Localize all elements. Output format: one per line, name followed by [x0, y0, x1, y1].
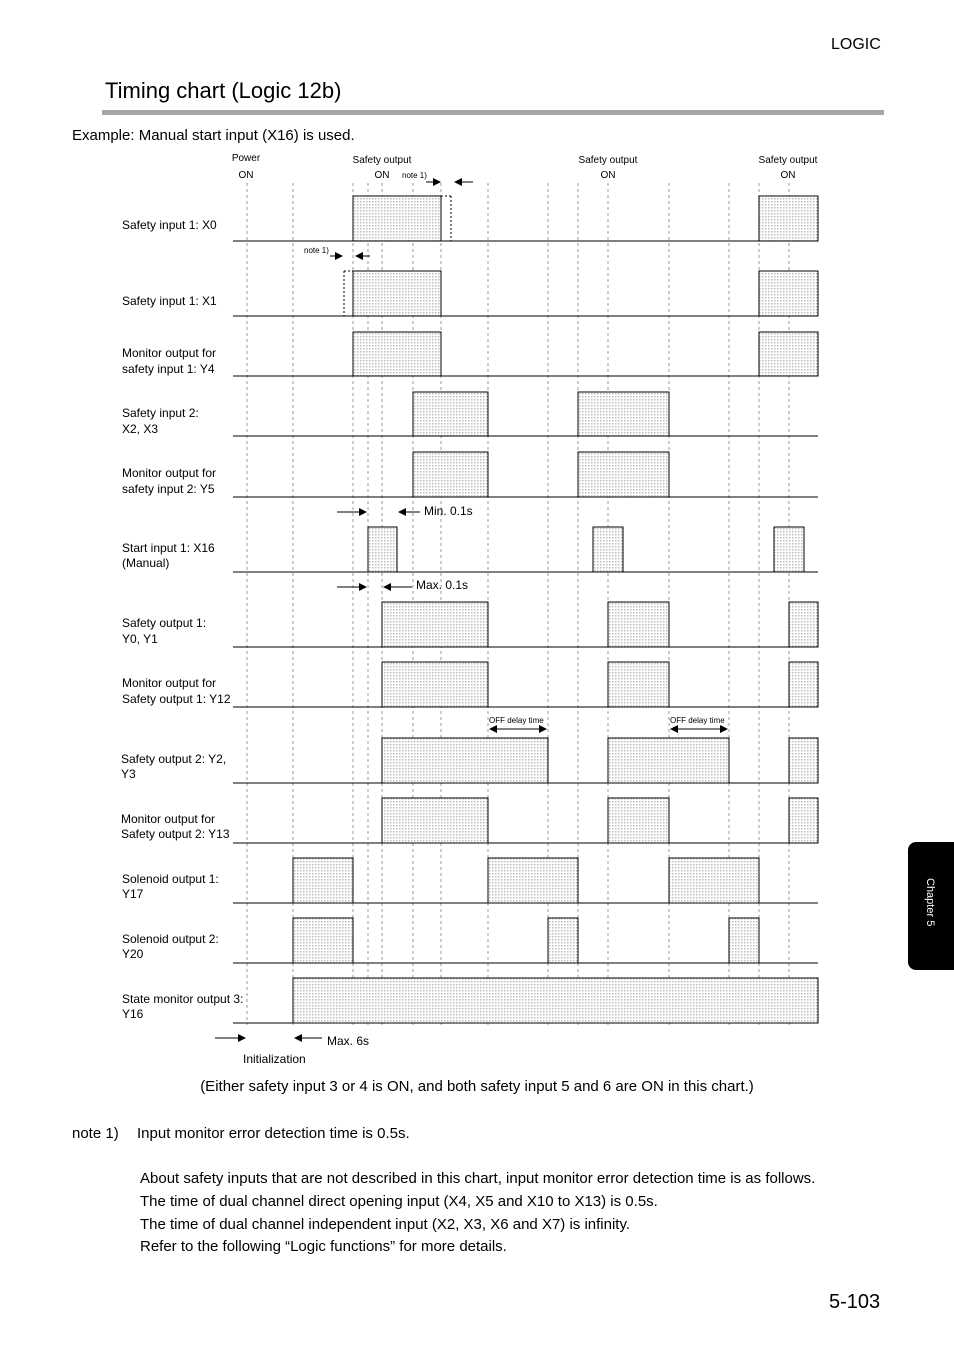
min-01s-label: Min. 0.1s — [424, 504, 473, 518]
initialization-label: Initialization — [243, 1052, 306, 1066]
signal-label-y4-line1: Monitor output for — [122, 346, 217, 360]
example-text: Example: Manual start input (X16) is used. — [72, 127, 355, 144]
signal-label-y20-line2: Y20 — [122, 947, 144, 961]
signal-label-x2x3-line2: X2, X3 — [122, 422, 159, 436]
signal-label-y2y3-line1: Safety output 2: Y2, — [121, 752, 227, 766]
chart-caption: (Either safety input 3 or 4 is ON, and both safety input 5 and 6 are ON in this chart.) — [200, 1078, 754, 1095]
signal-label-x2x3-line1: Safety input 2: — [122, 406, 199, 420]
signal-label-y16-line2: Y16 — [122, 1007, 144, 1021]
event-headers — [232, 153, 818, 181]
page-number: 5-103 — [829, 1291, 881, 1313]
signal-label-y0y1-line2: Y0, Y1 — [122, 632, 158, 646]
note-text: Input monitor error detection time is 0.5s. — [137, 1125, 410, 1142]
signal-label-y12-line2: Safety output 1: Y12 — [122, 692, 231, 706]
event-output-1-line2: ON — [374, 170, 390, 181]
chapter-tab-label: Chapter 5 — [924, 878, 936, 927]
signal-label-y5-line2: safety input 2: Y5 — [122, 482, 215, 496]
signal-labels — [121, 218, 243, 1021]
signal-label-y16-line1: State monitor output 3: — [122, 992, 244, 1006]
event-output-2-line1: Safety output — [578, 155, 638, 166]
max-01s-label: Max. 0.1s — [416, 578, 469, 592]
signal-label-x16-line2: (Manual) — [122, 556, 170, 570]
signal-label-y17-line1: Solenoid output 1: — [122, 872, 219, 886]
event-output-3-line2: ON — [780, 170, 796, 181]
note-paragraph: The time of dual channel independent input (X2, X3, X6 and X7) is infinity. — [140, 1216, 631, 1233]
signal-label-y5-line1: Monitor output for — [122, 466, 217, 480]
signal-label-y13-line2: Safety output 2: Y13 — [121, 827, 230, 841]
signal-label-y12-line1: Monitor output for — [122, 676, 217, 690]
signal-label-y17-line2: Y17 — [122, 887, 144, 901]
note-marker-x0: note 1) — [402, 171, 427, 180]
signal-label-x1: Safety input 1: X1 — [122, 294, 217, 308]
event-output-2-line2: ON — [600, 170, 616, 181]
section-label: LOGIC — [831, 36, 881, 53]
chapter-tab[interactable] — [908, 842, 954, 970]
note-paragraph: The time of dual channel direct opening input (X4, X5 and X10 to X13) is 0.5s. — [140, 1193, 658, 1210]
off-delay-label-2: OFF delay time — [670, 716, 725, 725]
signal-label-x0: Safety input 1: X0 — [122, 218, 217, 232]
event-power-line1: Power — [231, 153, 261, 164]
signal-label-y2y3-line2: Y3 — [121, 767, 136, 781]
note-label: note 1) — [72, 1125, 119, 1142]
event-output-3-line1: Safety output — [758, 155, 818, 166]
signal-label-y20-line1: Solenoid output 2: — [122, 932, 219, 946]
note-marker-x1: note 1) — [304, 246, 329, 255]
note-paragraph: Refer to the following “Logic functions” for more details. — [140, 1238, 507, 1255]
note-paragraph: About safety inputs that are not described in this chart, input monitor error detection time is as follows. — [140, 1170, 816, 1187]
signal-label-y4-line2: safety input 1: Y4 — [122, 362, 215, 376]
max-6s-label: Max. 6s — [327, 1034, 370, 1048]
off-delay-label-1: OFF delay time — [489, 716, 544, 725]
signal-pulses — [293, 196, 818, 1023]
signal-label-x16-line1: Start input 1: X16 — [122, 541, 215, 555]
signal-baselines — [233, 241, 818, 1023]
event-output-1-line1: Safety output — [352, 155, 412, 166]
signal-label-y13-line1: Monitor output for — [121, 812, 216, 826]
signal-label-y0y1-line1: Safety output 1: — [122, 616, 207, 630]
page-title: Timing chart (Logic 12b) — [105, 78, 342, 103]
event-power-line2: ON — [238, 170, 254, 181]
